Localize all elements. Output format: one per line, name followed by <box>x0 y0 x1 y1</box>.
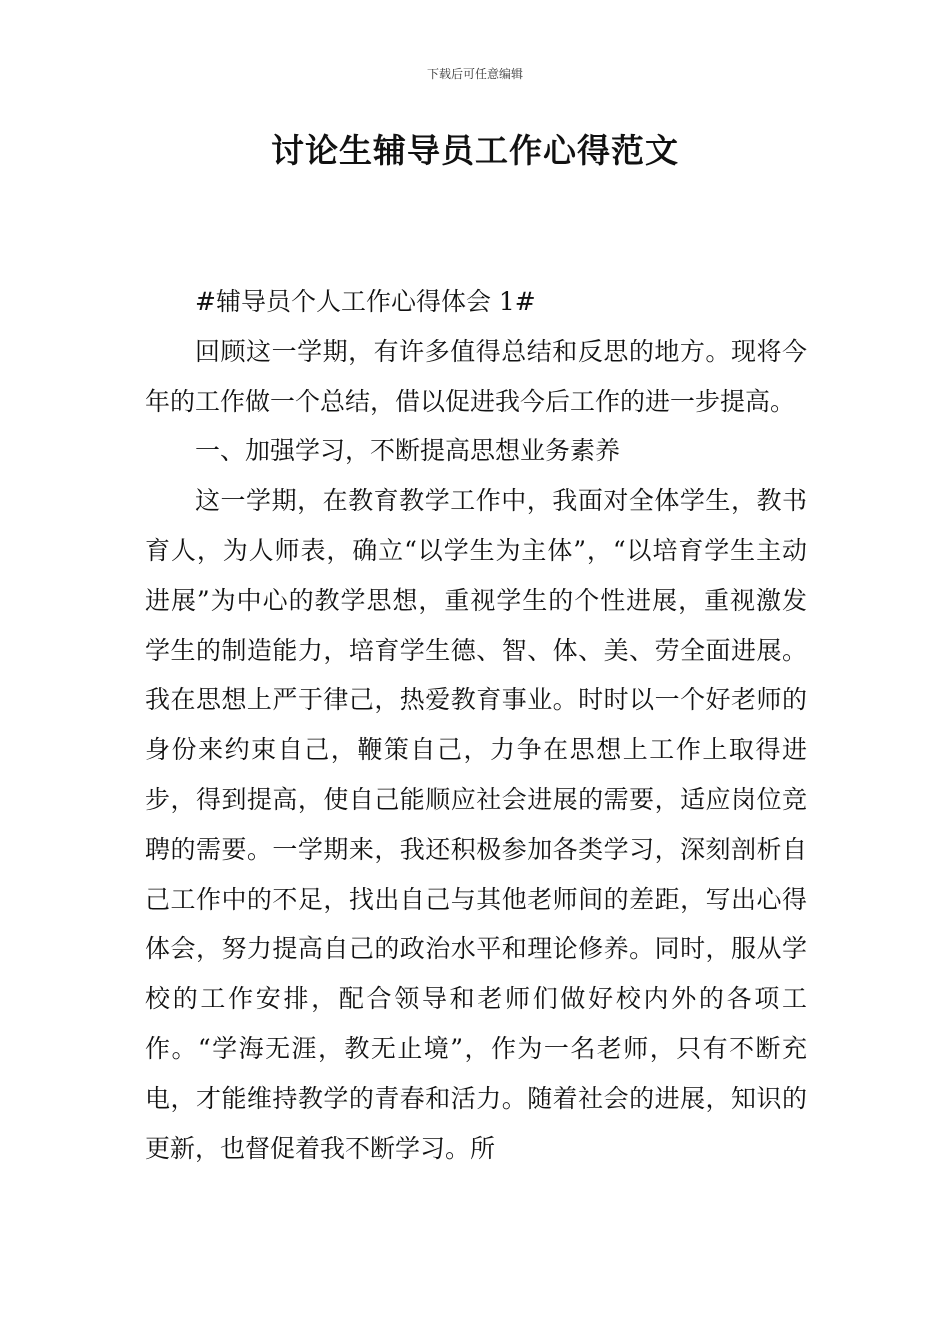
subsection-heading: 一、加强学习，不断提高思想业务素养 <box>195 436 621 466</box>
paragraph: 回顾这一学期，有许多值得总结和反思的地方。现将今年的工作做一个总结，借以促进我今后工作的进一步提高。 <box>145 336 807 416</box>
document-title: 讨论生辅导员工作心得范文 <box>271 131 679 170</box>
document-body <box>145 277 807 1173</box>
header-note: 下载后可任意编辑 <box>426 67 523 81</box>
section-heading: #辅导员个人工作心得体会 1# <box>195 287 536 316</box>
paragraph: 这一学期，在教育教学工作中，我面对全体学生，教书育人，为人师表，确立“以学生为主体”，“以培育学生主动进展”为中心的教学思想，重视学生的个性进展，重视激发学生的制造能力，培育学生德、智、体、美、劳全面进展。我在思想上严于律己，热爱教育事业。时时以一个好老师的身份来约束自己，鞭策自己，力争在思想上工作上取得进步，得到提高，使自己能顺应社会进展的需要，适应岗位竞聘的需要。一学期来，我还积极参加各类学习，深刻剖析自己工作中的不足，找出自己与其他老师间的差距，写出心得体会，努力提高自己的政治水平和理论修养。同时，服从学校的工作安排，配合领导和老师们做好校内外的各项工作。“学海无涯，教无止境”，作为一名老师，只有不断充电，才能维持教学的青春和活力。随着社会的进展，知识的更新，也督促着我不断学习。所 <box>145 486 807 1163</box>
